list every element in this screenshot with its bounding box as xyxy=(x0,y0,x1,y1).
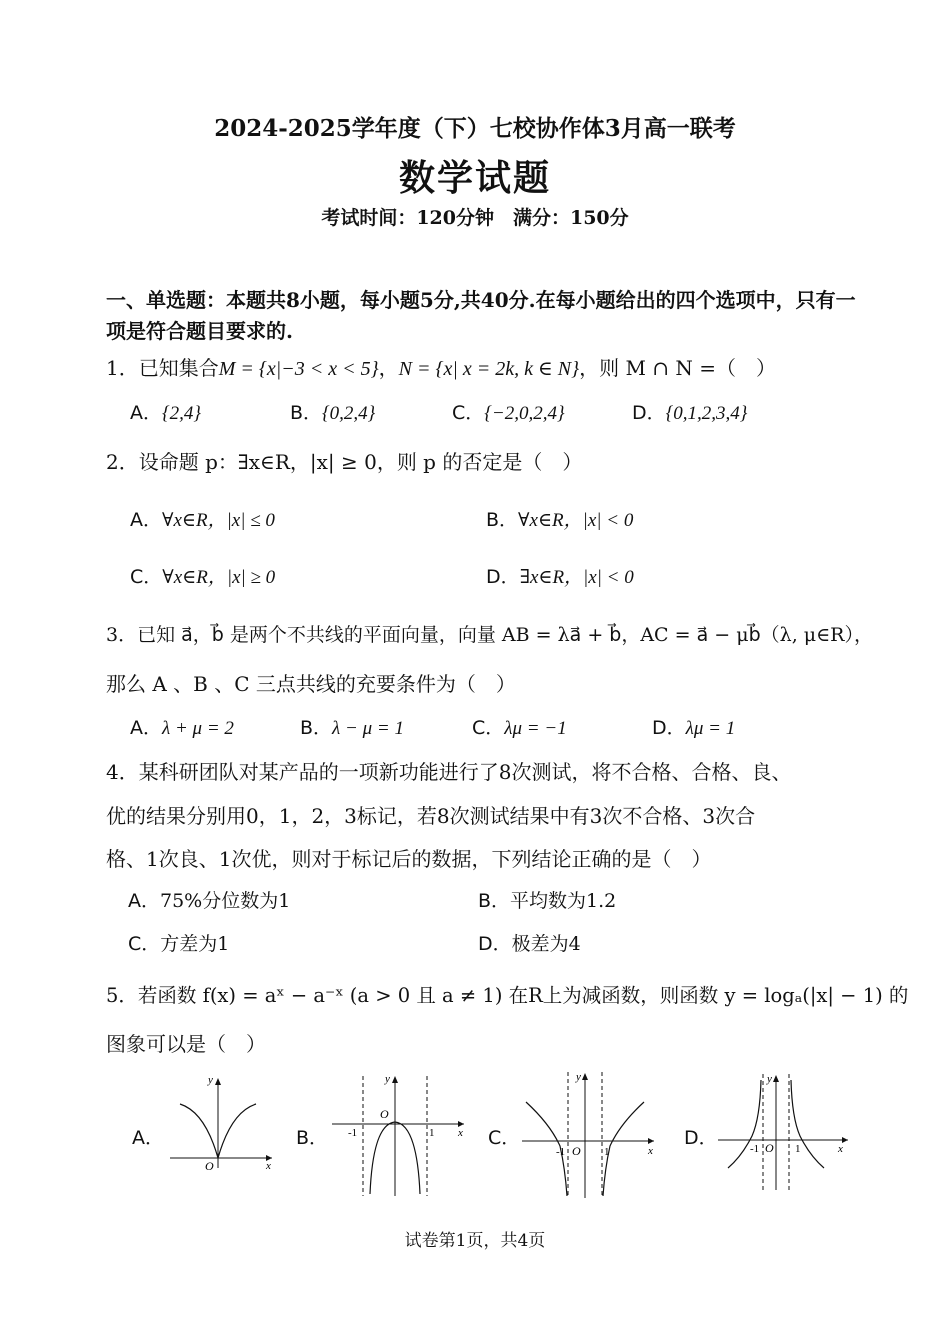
option-label: B． xyxy=(300,717,333,739)
q4-option-d[interactable] xyxy=(478,929,581,956)
q1-stem-suffix: ，则 M ∩ N =（ ） xyxy=(579,356,777,380)
q1-option-c[interactable] xyxy=(452,398,565,425)
option-label: B． xyxy=(290,402,323,424)
option-text: {0,1,2,3,4} xyxy=(665,403,748,424)
q1-option-d[interactable] xyxy=(632,398,747,425)
y-arrow-icon xyxy=(392,1076,398,1083)
x-label: x xyxy=(838,1143,843,1155)
y-label: y xyxy=(767,1073,772,1085)
origin-label: O xyxy=(205,1159,214,1172)
section1-heading: 一、单选题：本题共8小题，每小题5分,共40分.在每小题给出的四个选项中，只有一项是符合题目要求的. xyxy=(106,288,856,343)
option-text: ∀x∈R，|x| < 0 xyxy=(518,510,634,531)
origin-label: O xyxy=(572,1144,581,1158)
option-text: 极差为4 xyxy=(511,933,581,955)
q5-graph-c[interactable] xyxy=(520,1068,660,1202)
q4-option-c[interactable] xyxy=(128,929,229,956)
y-arrow-icon xyxy=(582,1073,588,1080)
q4-option-b[interactable] xyxy=(478,886,616,913)
q5-option-d-label[interactable] xyxy=(684,1123,718,1150)
option-text: 方差为1 xyxy=(160,933,230,955)
q1-set-n: N = {x| x = 2k, k ∈ N} xyxy=(398,358,580,380)
option-label: D． xyxy=(486,566,520,588)
y-arrow-icon xyxy=(773,1075,779,1082)
option-text: {0,2,4} xyxy=(322,403,376,424)
option-text: λ − μ = 1 xyxy=(332,718,404,739)
one-label: 1 xyxy=(429,1127,435,1139)
x-label: x xyxy=(266,1160,271,1172)
y-label: y xyxy=(208,1074,213,1086)
q5-option-b-label[interactable] xyxy=(296,1123,328,1150)
exam-info: 考试时间：120分钟 满分：150分 xyxy=(321,207,629,229)
option-label: B． xyxy=(478,890,511,912)
q1-set-m: M = {x|−3 < x < 5} xyxy=(218,358,379,380)
option-text: {2,4} xyxy=(162,403,201,424)
origin-label: O xyxy=(380,1107,389,1121)
q5-graph-b[interactable] xyxy=(330,1072,470,1200)
q4-option-a[interactable] xyxy=(128,886,290,913)
q3-stem-line1: 3．已知 a⃗，b⃗ 是两个不共线的平面向量，向量 AB = λa⃗ + b⃗，AC = a⃗ − μb⃗（λ, μ∈R）， xyxy=(106,624,873,646)
option-label: C． xyxy=(130,566,163,588)
neg-one-label: -1 xyxy=(348,1127,358,1139)
option-label: A． xyxy=(130,717,162,739)
exam-title-subject: 数学试题 xyxy=(398,157,551,199)
x-label: x xyxy=(458,1127,463,1139)
q3-stem-line2: 那么 A 、B 、C 三点共线的充要条件为（ ） xyxy=(106,672,516,696)
option-label: A． xyxy=(132,1127,164,1149)
q5-stem-line1: 5．若函数 f(x) = aˣ − a⁻ˣ (a > 0 且 a ≠ 1) 在R上为减函数，则函数 y = logₐ(|x| − 1) 的 xyxy=(106,984,909,1007)
option-label: B． xyxy=(296,1127,329,1149)
q4-stem-line2: 优的结果分别用0，1，2，3标记，若8次测试结果中有3次不合格、3次合 xyxy=(106,804,756,828)
page-footer: 试卷第1页，共4页 xyxy=(404,1231,546,1251)
option-text: 平均数为1.2 xyxy=(510,890,617,912)
option-text: λ + μ = 2 xyxy=(162,718,234,739)
q3-option-a[interactable] xyxy=(130,713,234,740)
q4-stem-line3: 格、1次良、1次优，则对于标记后的数据，下列结论正确的是（ ） xyxy=(106,847,712,871)
q2-option-a[interactable] xyxy=(130,505,275,532)
option-text: λμ = −1 xyxy=(504,718,567,739)
q5-stem-line2: 图象可以是（ ） xyxy=(106,1032,266,1056)
q5-option-c-label[interactable] xyxy=(488,1123,520,1150)
x-arrow-icon xyxy=(842,1137,848,1143)
q3-option-c[interactable] xyxy=(472,713,567,740)
q1-stem-prefix: 1．已知集合 xyxy=(106,356,219,380)
option-text: {−2,0,2,4} xyxy=(484,403,565,424)
x-arrow-icon xyxy=(648,1138,654,1144)
option-text: ∀x∈R，|x| ≤ 0 xyxy=(162,510,275,531)
option-label: C． xyxy=(128,933,161,955)
q5-graph-a[interactable] xyxy=(160,1072,280,1172)
origin-label: O xyxy=(765,1141,774,1155)
q1-stem: 1．已知集合M = {x|−3 < x < 5}，N = {x| x = 2k, k ∈ N}，则 M ∩ N =（ ） xyxy=(106,356,777,380)
q2-stem: 2．设命题 p：∃x∈R，|x| ≥ 0，则 p 的否定是（ ） xyxy=(106,450,583,474)
neg-one-label: -1 xyxy=(750,1143,760,1155)
option-label: C． xyxy=(488,1127,521,1149)
option-text: λμ = 1 xyxy=(685,718,736,739)
y-label: y xyxy=(385,1073,390,1085)
y-label: y xyxy=(576,1071,581,1083)
q5-graph-d[interactable] xyxy=(716,1070,856,1194)
one-label: 1 xyxy=(604,1146,610,1158)
one-label: 1 xyxy=(795,1143,801,1155)
x-label: x xyxy=(648,1145,653,1157)
option-label: B． xyxy=(486,509,519,531)
y-arrow-icon xyxy=(215,1078,221,1085)
option-text: ∃x∈R，|x| < 0 xyxy=(519,567,634,588)
q1-option-b[interactable] xyxy=(290,398,375,425)
neg-one-label: -1 xyxy=(556,1146,566,1158)
option-label: C． xyxy=(452,402,485,424)
q3-option-b[interactable] xyxy=(300,713,404,740)
exam-title-line1: 2024-2025学年度（下）七校协作体3月高一联考 xyxy=(214,115,736,142)
option-label: D． xyxy=(632,402,666,424)
option-label: D． xyxy=(478,933,512,955)
option-label: A． xyxy=(130,509,162,531)
option-text: ∀x∈R，|x| ≥ 0 xyxy=(162,567,276,588)
q3-option-d[interactable] xyxy=(652,713,735,740)
option-label: A． xyxy=(130,402,162,424)
q2-option-d[interactable] xyxy=(486,562,634,589)
q1-option-a[interactable] xyxy=(130,398,201,425)
q2-option-c[interactable] xyxy=(130,562,275,589)
option-label: D． xyxy=(684,1127,718,1149)
q2-option-b[interactable] xyxy=(486,505,633,532)
q4-stem-line1: 4．某科研团队对某产品的一项新功能进行了8次测试，将不合格、合格、良、 xyxy=(106,760,792,784)
option-label: C． xyxy=(472,717,505,739)
option-label: D． xyxy=(652,717,686,739)
option-text: 75%分位数为1 xyxy=(160,890,291,912)
option-label: A． xyxy=(128,890,160,912)
